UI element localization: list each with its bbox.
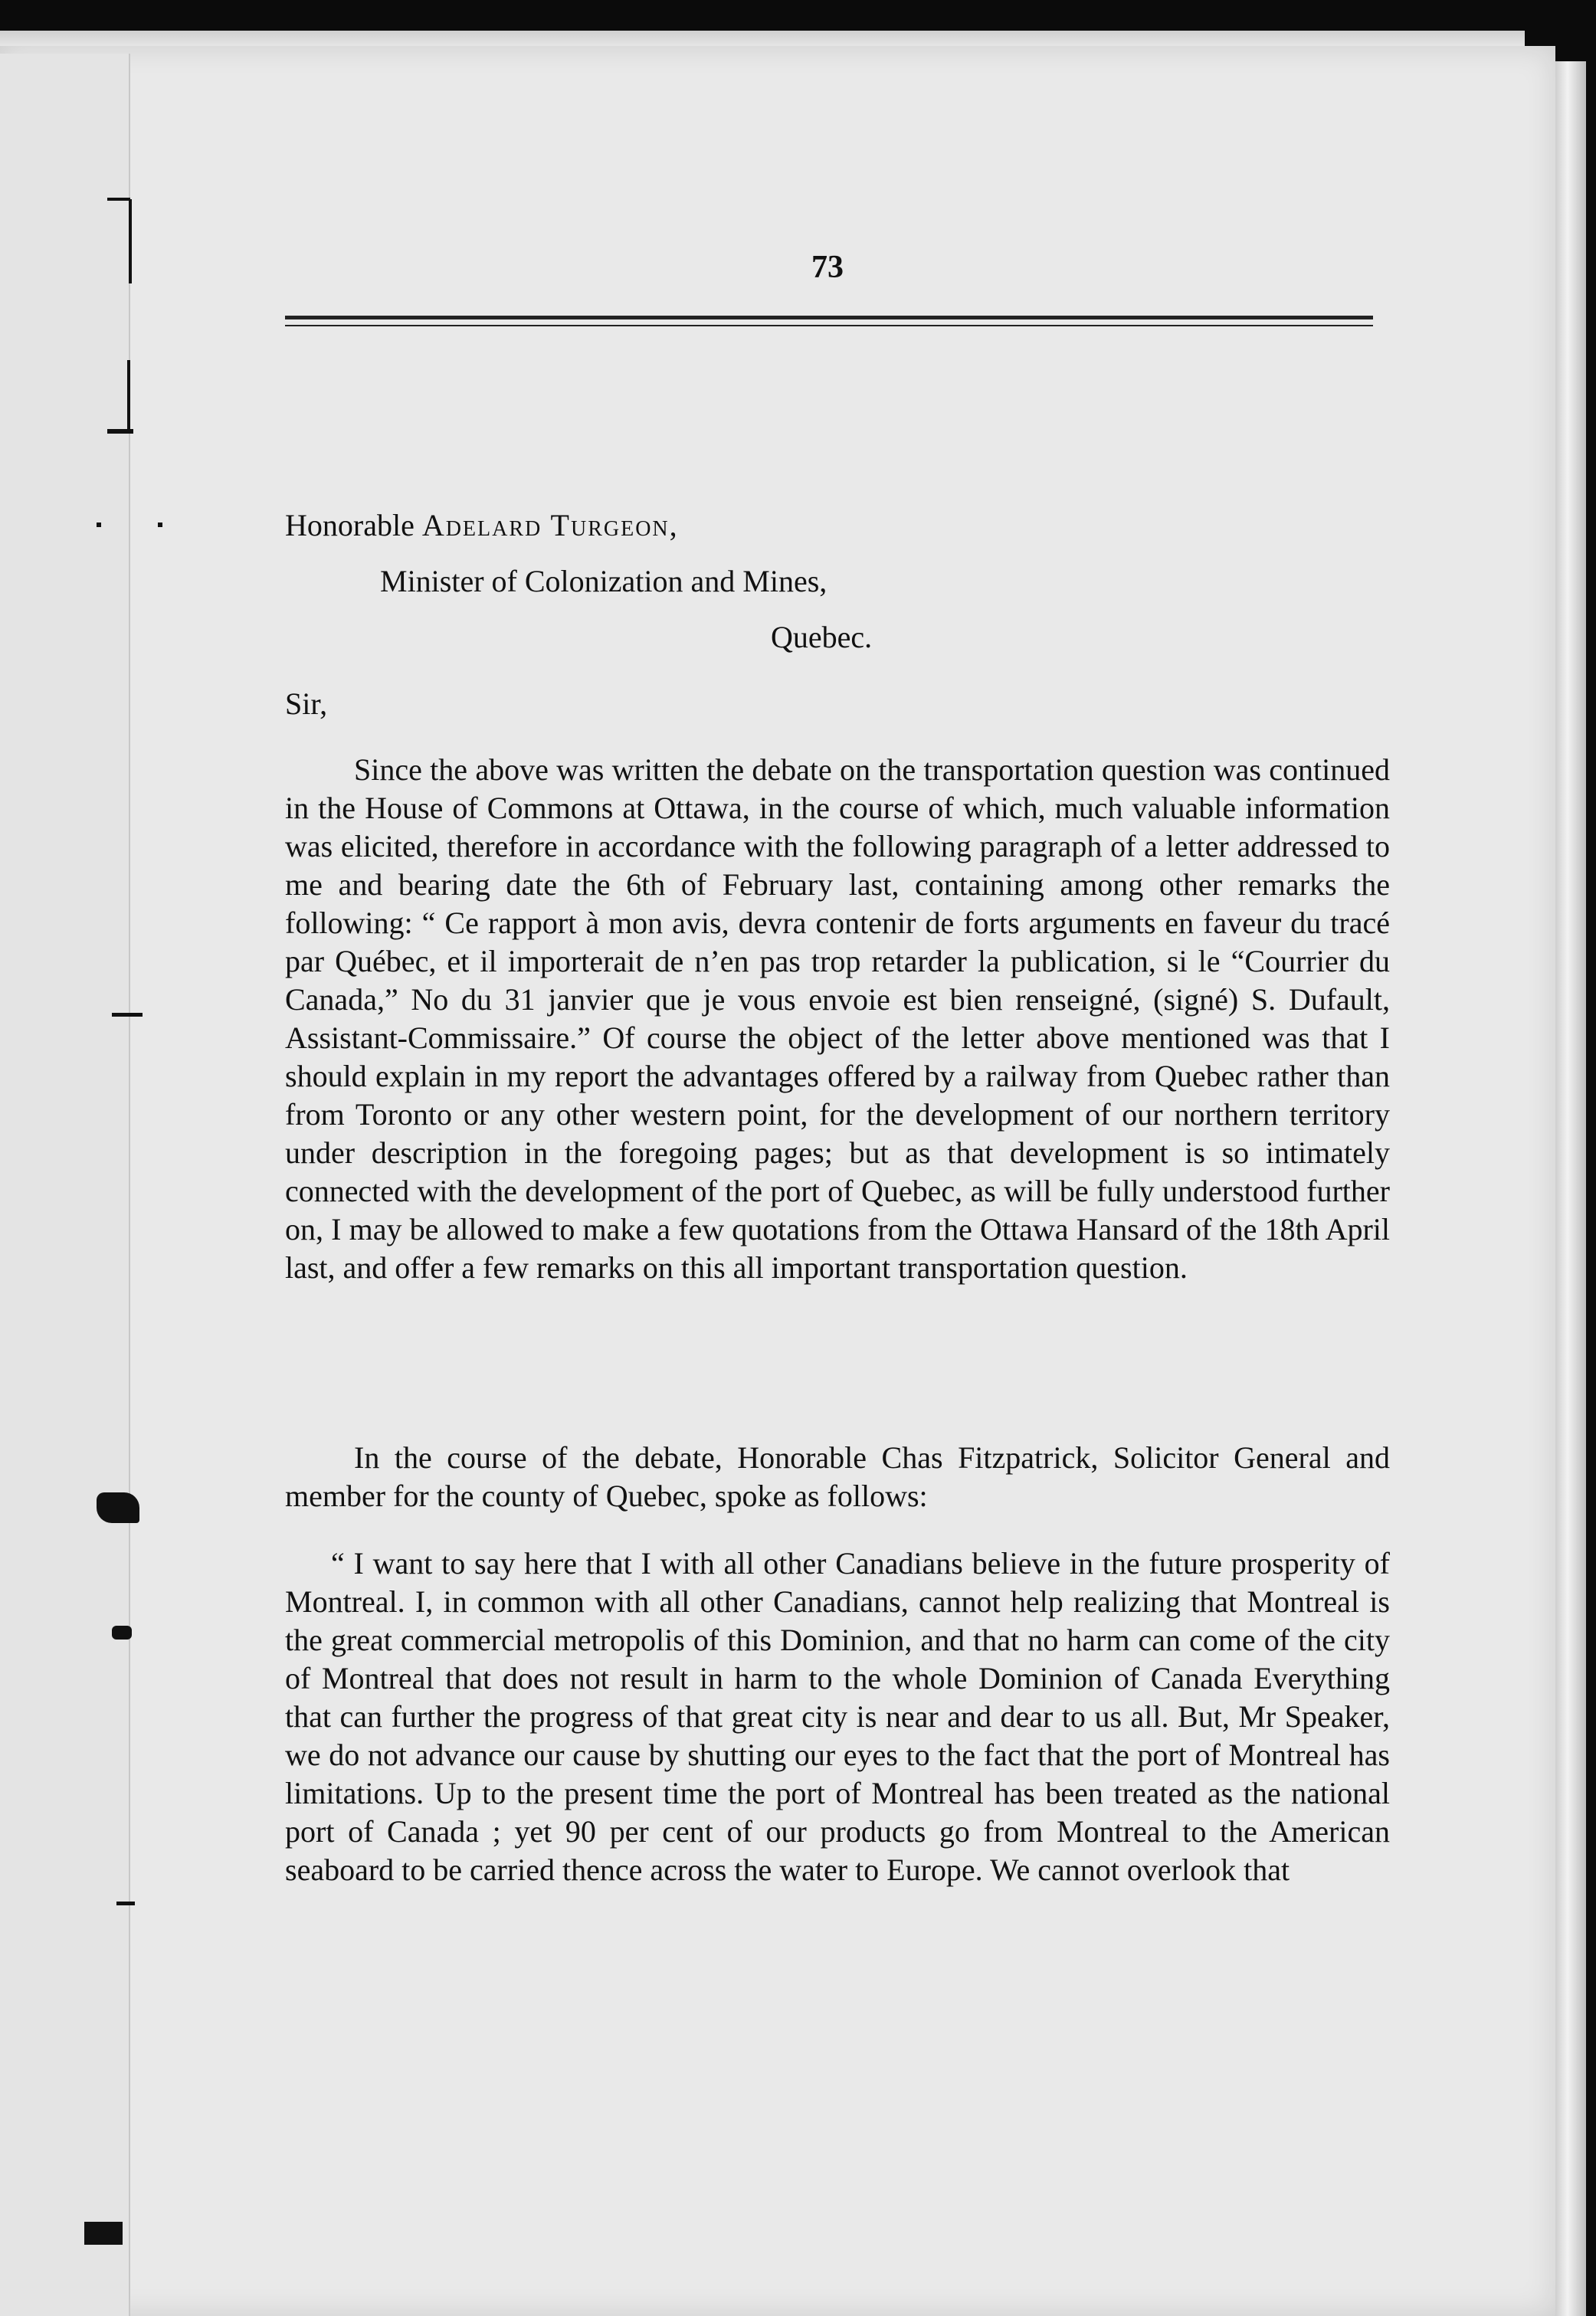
letter-body (285, 751, 1390, 1287)
header-rule-thin (285, 325, 1373, 326)
margin-mark (112, 1013, 143, 1017)
page-number: 73 (811, 250, 844, 285)
margin-mark (127, 360, 130, 429)
margin-mark (116, 1902, 135, 1905)
letter-body-continued (285, 1439, 1390, 1515)
margin-mark (97, 1492, 139, 1523)
quote-paragraph: “ I want to say here that I with all other Canadians believe in the future prosperity of Montreal. I, in common with all other Canadians, cannot help realizing that Montreal is the great commercial metropolis of this Dominion, and that no harm can come of the city of Montreal that does not result in harm to the whole Dominion of Canada Everything that can further the progress of that great city is near and dear to us all. But, Mr Speaker, we do not advance our cause by shutting our eyes to the fact that the port of Montreal has limitations. Up to the present time the port of Montreal has been treated as the national port of Canada ; yet 90 per cent of our products go from Montreal to the American seaboard to be carried thence across the water to Europe. We cannot overlook that (285, 1546, 1390, 1887)
margin-mark (107, 429, 133, 434)
recipient-office: Minister of Colonization and Mines, (380, 564, 827, 598)
recipient-surname: Adelard Turgeon, (421, 508, 679, 542)
recipient-place: Quebec. (771, 620, 873, 654)
salutation: Sir, (285, 686, 328, 721)
margin-mark (107, 198, 130, 201)
recipient-name (285, 507, 679, 543)
margin-mark (129, 199, 132, 283)
recipient-honorific: Honorable (285, 508, 415, 542)
margin-mark (84, 2222, 123, 2245)
binding-margin (0, 54, 130, 2316)
header-rule-thick (285, 316, 1373, 319)
margin-mark (112, 1626, 132, 1640)
margin-mark (97, 522, 101, 527)
quoted-speech (285, 1545, 1390, 1889)
page-edge (1555, 61, 1586, 2316)
margin-mark (158, 522, 162, 527)
body-paragraph: Since the above was written the debate on the transportation question was continued in the House of Commons at Ottawa, in the course of which, much valuable information was elicited, therefore in accordance with the following paragraph of a letter addressed to me and bearing date the 6th of February last, containing among other remarks the following: “ Ce rapport à mon avis, devra contenir de forts arguments en faveur du tracé par Québec, et il importerait de n’en pas trop retarder la publication, si le “Courrier du Canada,” No du 31 janvier que je vous envoie est bien renseigné, (signé) S. Dufault, Assistant-Commissaire.” Of course the object of the letter above mentioned was that I should explain in my report the advantages offered by a railway from Quebec rather than from Toronto or any other western point, for the development of our northern territory under description in the foregoing pages; but as that development is so intimately connected with the development of the port of Quebec, as will be fully understood further on, I may be allowed to make a few quotations from the Ottawa Hansard of the 18th April last, and offer a few remarks on this all important transportation question. (285, 752, 1390, 1285)
body-paragraph: In the course of the debate, Honorable Chas Fitzpatrick, Solicitor General and member for the county of Quebec, spoke as follows: (285, 1440, 1390, 1513)
